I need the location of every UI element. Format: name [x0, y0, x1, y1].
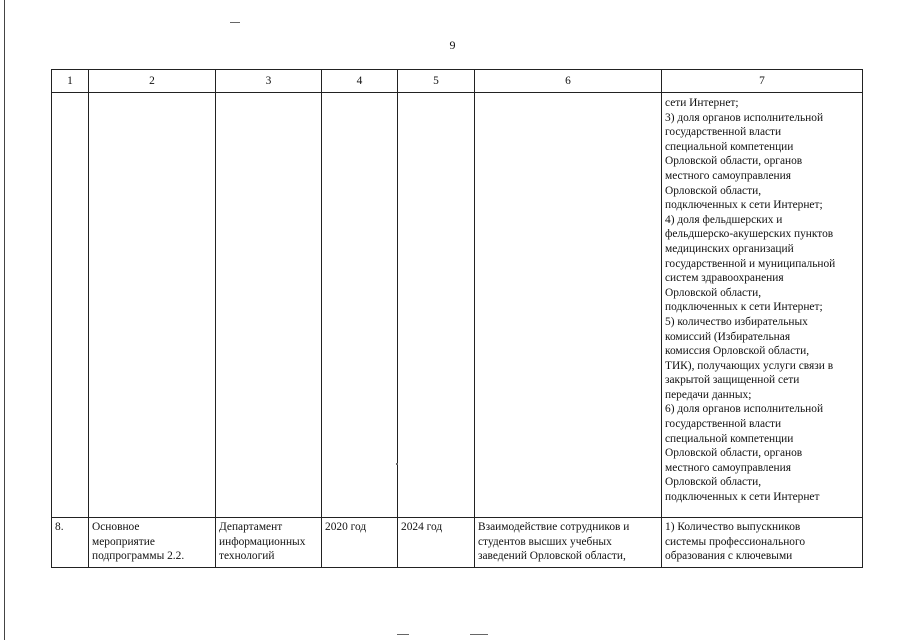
cell-empty	[475, 93, 662, 518]
cell-row-number: 8.	[52, 518, 89, 568]
cell-indicators-continuation	[662, 93, 863, 518]
header-row	[52, 70, 863, 93]
cell-start-year: 2020 год	[322, 518, 398, 568]
scan-artifact-dot	[230, 22, 240, 23]
cell-empty	[52, 93, 89, 518]
scan-artifact-dot	[470, 634, 488, 635]
header-col-2: 2	[89, 70, 216, 93]
indicators-continuation-text: сети Интернет; 3) доля органов исполнительной государственной власти специальной компетенции Орловской области, органов местного самоуправления Орловской области, подключенных к сети Интернет; 4) доля фельдшерских и фельдшерско-акушерских пунктов медицинских организаций государственной и муниципальной систем здравоохранения Орловской области, подключенных к сети Интернет; 5) количество избирательных комиссий (Избирательная комиссия Орловской области, ТИК), получающих услуги связи в закрытой защищенной сети передачи данных; 6) доля органов исполнительной государственной власти специальной компетенции Орловской области, органов местного самоуправления Орловской области, подключенных к сети Интернет	[665, 97, 836, 504]
cell-empty	[89, 93, 216, 518]
table-row-8	[52, 518, 863, 568]
header-col-3: 3	[216, 70, 322, 93]
cell-end-year: 2024 год	[398, 518, 475, 568]
program-table	[51, 69, 863, 568]
cell-empty	[322, 93, 398, 518]
cell-executor: Департамент информационных технологий	[216, 518, 322, 568]
cell-activity-name: Основное мероприятие подпрограммы 2.2.	[89, 518, 216, 568]
scan-artifact-dot	[396, 463, 398, 465]
header-col-5: 5	[398, 70, 475, 93]
cell-empty	[216, 93, 322, 518]
cell-empty	[398, 93, 475, 518]
header-col-7: 7	[662, 70, 863, 93]
page-number: 9	[449, 38, 456, 52]
cell-content: Взаимодействие сотрудников и студентов высших учебных заведений Орловской области,	[475, 518, 662, 568]
header-col-1: 1	[52, 70, 89, 93]
header-col-4: 4	[322, 70, 398, 93]
table-row-continuation	[52, 93, 863, 518]
scan-artifact-dot	[397, 634, 409, 635]
cell-indicators: 1) Количество выпускников системы профессионального образования с ключевыми	[662, 518, 863, 568]
page-edge-line	[4, 0, 5, 640]
header-col-6: 6	[475, 70, 662, 93]
